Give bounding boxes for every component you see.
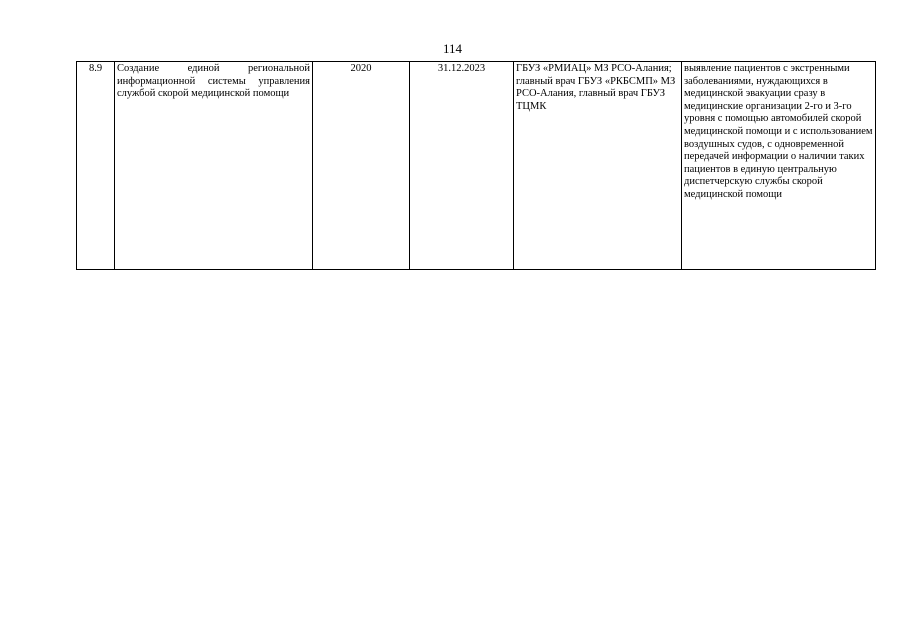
measures-table <box>76 61 876 270</box>
measure-name-text: Создание единой региональной информационной системы управления службой скорой медицинской помощи <box>117 63 310 100</box>
measure-name-cell <box>115 62 313 270</box>
result-cell: выявление пациентов с экстренными заболеваниями, нуждающихся в медицинской эвакуации сразу в медицинские организации 2-го и 3-го уровня с помощью автомобилей скорой медицинской помощи и с использованием воздушных судов, с одновременной передачей информации о наличии таких пациентов в единую центральную диспетчерскую службы скорой медицинской помощи <box>682 62 876 270</box>
row-number-cell: 8.9 <box>77 62 115 270</box>
end-date-cell: 31.12.2023 <box>410 62 514 270</box>
start-year-cell: 2020 <box>313 62 410 270</box>
table-row <box>77 62 876 270</box>
responsible-cell: ГБУЗ «РМИАЦ» МЗ РСО-Алания; главный врач ГБУЗ «РКБСМП» МЗ РСО-Алания, главный врач ГБУЗ ТЦМК <box>514 62 682 270</box>
page-number: 114 <box>442 41 463 56</box>
